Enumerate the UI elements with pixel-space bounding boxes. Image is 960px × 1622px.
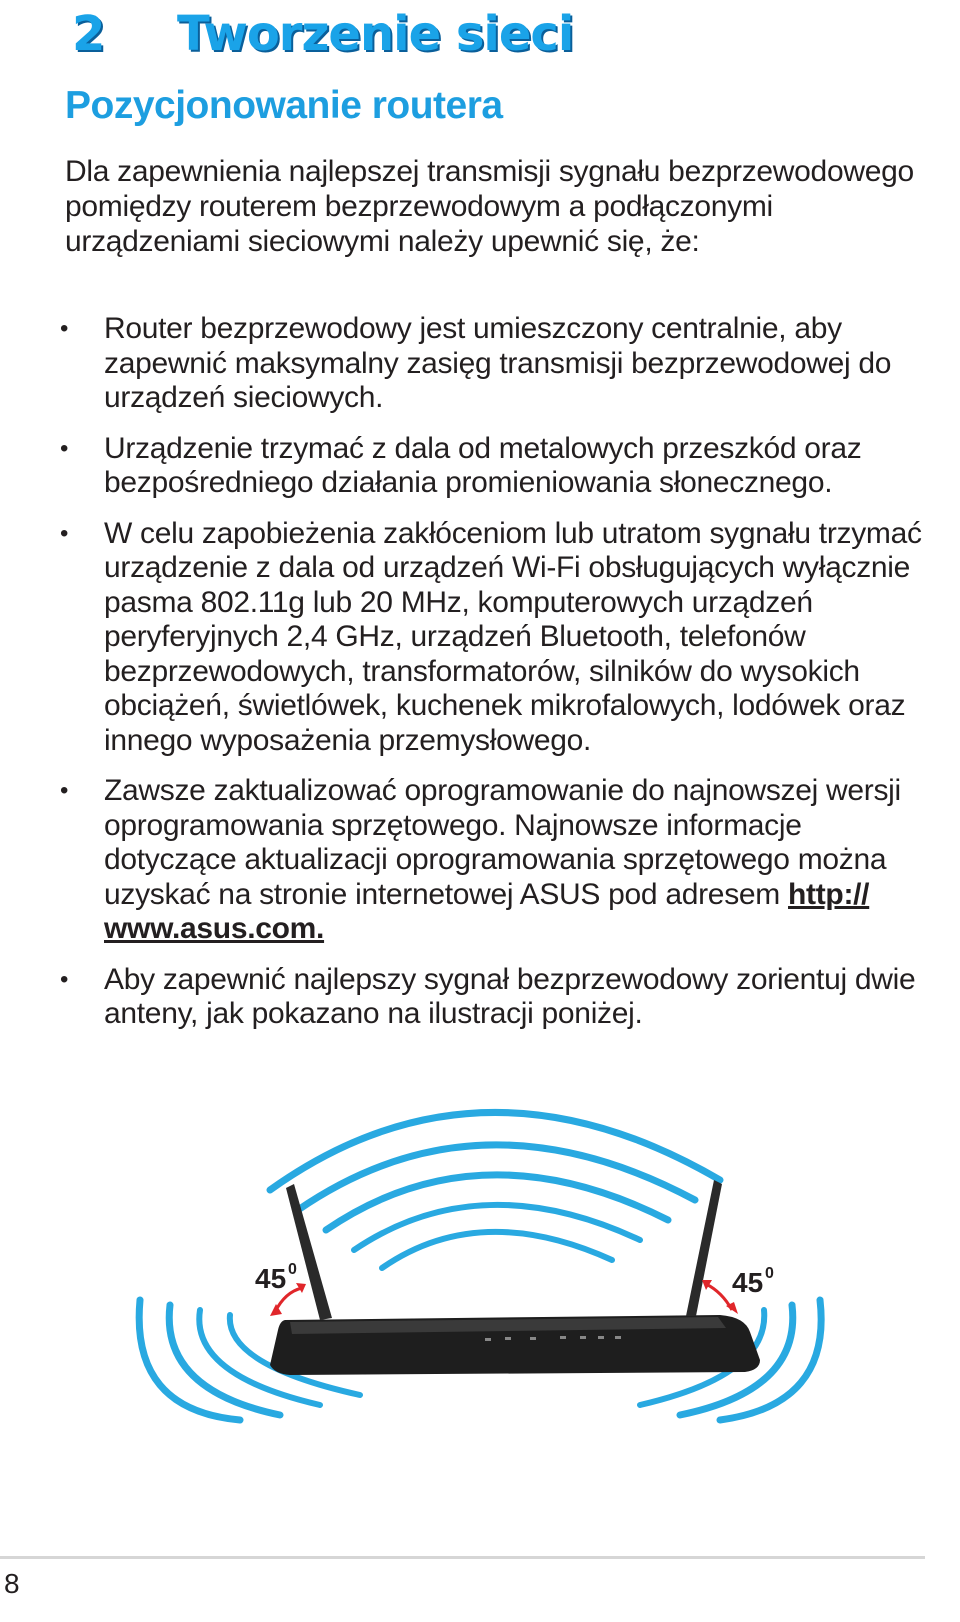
- left-degree-mark: 0: [288, 1261, 297, 1278]
- left-angle-label: 45: [255, 1263, 287, 1294]
- list-item-text: W celu zapobieżenia zakłóceniom lub utratom sygnału trzymać urządzenie z dala od urządzeń Wi-Fi obsługujących wyłącznie pasma 802.11g lub 20 MHz, komputerowych urządzeń peryferyjnych 2,4 GHz, urządzeń Bluetooth, telefonów bezprzewodowych, transformatorów, silników do wysokich obciążeń, świetlówek, kuchenek mikrofalowych, lodówek oraz innego wyposażenia przemysłowego.: [104, 516, 922, 757]
- list-item-text: Zawsze zaktualizować oprogramowanie do najnowszej wersji oprogramowania sprzętowego. Najnowsze informacje dotyczące aktualizacji oprogramowania sprzętowego można uzyskać na stronie internetowej ASUS pod adresem: [104, 774, 901, 911]
- right-angle-label: 45: [732, 1267, 764, 1298]
- list-item-text: Urządzenie trzymać z dala od metalowych przeszkód oraz bezpośredniego działania promieniowania słonecznego.: [104, 431, 862, 499]
- asus-website-link[interactable]: http:// www.asus.com.: [104, 877, 870, 945]
- list-item: [0, 312, 924, 416]
- chapter-title: Tworzenie sieci: [177, 6, 574, 62]
- router-icon: [270, 1315, 760, 1375]
- bullet-icon: •: [60, 434, 69, 462]
- list-item: [0, 517, 924, 759]
- list-item: [0, 774, 924, 947]
- router-antenna-illustration: [120, 1070, 840, 1440]
- bullet-icon: •: [60, 315, 69, 342]
- chapter-heading: [72, 6, 573, 62]
- list-item: [0, 432, 924, 501]
- list-item-text: Aby zapewnić najlepszy sygnał bezprzewodowy zorientuj dwie anteny, jak pokazano na ilustracji poniżej.: [104, 962, 916, 1030]
- top-signal-waves-icon: [270, 1112, 720, 1268]
- intro-paragraph: Dla zapewnienia najlepszej transmisji sygnału bezprzewodowego pomiędzy routerem bezprzewodowym a podłączonymi urządzeniami sieciowymi należy upewnić się, że:: [65, 155, 914, 258]
- chapter-number: 2: [72, 6, 105, 62]
- list-item-text: Router bezprzewodowy jest umieszczony centralnie, aby zapewnić maksymalny zasięg transmisji bezprzewodowej do urządzeń sieciowych.: [104, 312, 892, 414]
- bullet-list: [0, 312, 960, 1032]
- footer-divider: [0, 1556, 925, 1559]
- list-item: [0, 963, 924, 1032]
- bullet-icon: •: [60, 965, 69, 993]
- bullet-icon: •: [60, 777, 69, 804]
- bullet-icon: •: [60, 519, 69, 547]
- angle-arrow-icon: [275, 1284, 732, 1312]
- right-degree-mark: 0: [765, 1265, 774, 1282]
- page-number: 8: [4, 1568, 20, 1599]
- section-title: Pozycjonowanie routera: [65, 84, 503, 127]
